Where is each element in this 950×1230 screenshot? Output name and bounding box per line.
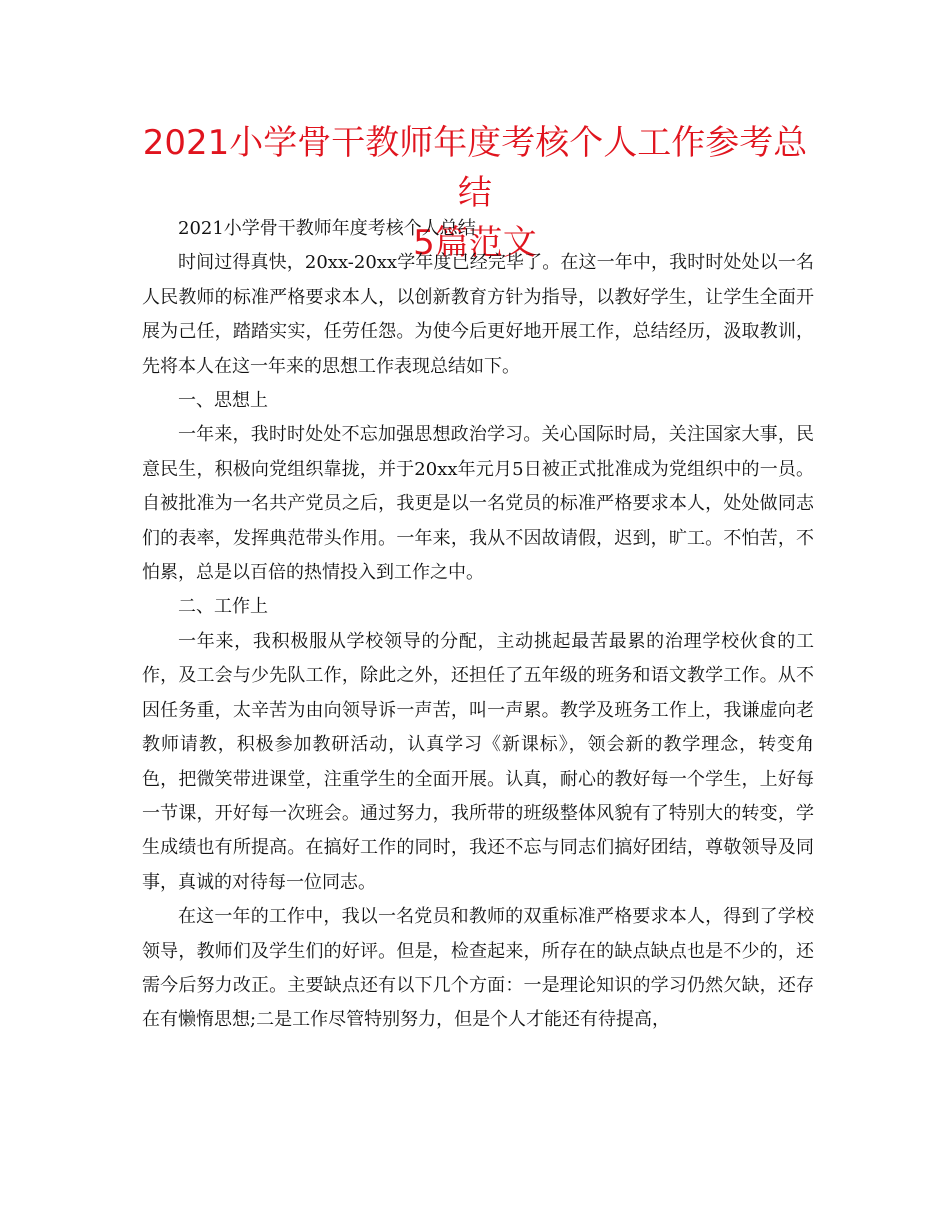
intro-paragraph: 时间过得真快，20xx-20xx学年度已经完毕了。在这一年中，我时时处处以一名人民教师的标准严格要求本人，以创新教育方针为指导，以教好学生，让学生全面开展为己任，踏踏实实，任劳任怨。为使今后更好地开展工作，总结经历，汲取教训，先将本人在这一年来的思想工作表现总结如下。 [142,252,814,377]
subtitle-paragraph: 2021小学骨干教师年度考核个人总结 [178,218,476,239]
section-heading-thought: 一、思想上 [178,390,268,412]
title-line-2: 5篇范文 [413,223,537,263]
title-line-1: 2021小学骨干教师年度考核个人工作参考总结 [142,123,808,213]
summary-paragraph: 在这一年的工作中，我以一名党员和教师的双重标准严格要求本人，得到了学校领导，教师们及学生们的好评。但是，检查起来，所存在的缺点缺点也是不少的，还需今后努力改正。主要缺点还有以下几个方面：一是理论知识的学习仍然欠缺，还存在有懒惰思想;二是工作尽管特别努力，但是个人才能还有待提高， [142,906,814,1031]
section-heading-work: 二、工作上 [178,596,268,618]
work-paragraph: 一年来，我积极服从学校领导的分配，主动挑起最苦最累的治理学校伙食的工作，及工会与少先队工作，除此之外，还担任了五年级的班务和语文教学工作。从不因任务重，太辛苦为由向领导诉一声苦，叫一声累。教学及班务工作上，我谦虚向老教师请教，积极参加教研活动，认真学习《新课标》，领会新的教学理念，转变角色，把微笑带进课堂，注重学生的全面开展。认真，耐心的教好每一个学生，上好每一节课，开好每一次班会。通过努力，我所带的班级整体风貌有了特别大的转变，学生成绩也有所提高。在搞好工作的同时，我还不忘与同志们搞好团结，尊敬领导及同事，真诚的对待每一位同志。 [142,630,814,893]
document-body [142,212,814,1038]
thought-paragraph: 一年来，我时时处处不忘加强思想政治学习。关心国际时局，关注国家大事，民意民生，积极向党组织靠拢，并于20xx年元月5日被正式批准成为党组织中的一员。自被批准为一名共产党员之后，我更是以一名党员的标准严格要求本人，处处做同志们的表率，发挥典范带头作用。一年来，我从不因故请假，迟到，旷工。不怕苦，不怕累，总是以百倍的热情投入到工作之中。 [142,424,814,584]
